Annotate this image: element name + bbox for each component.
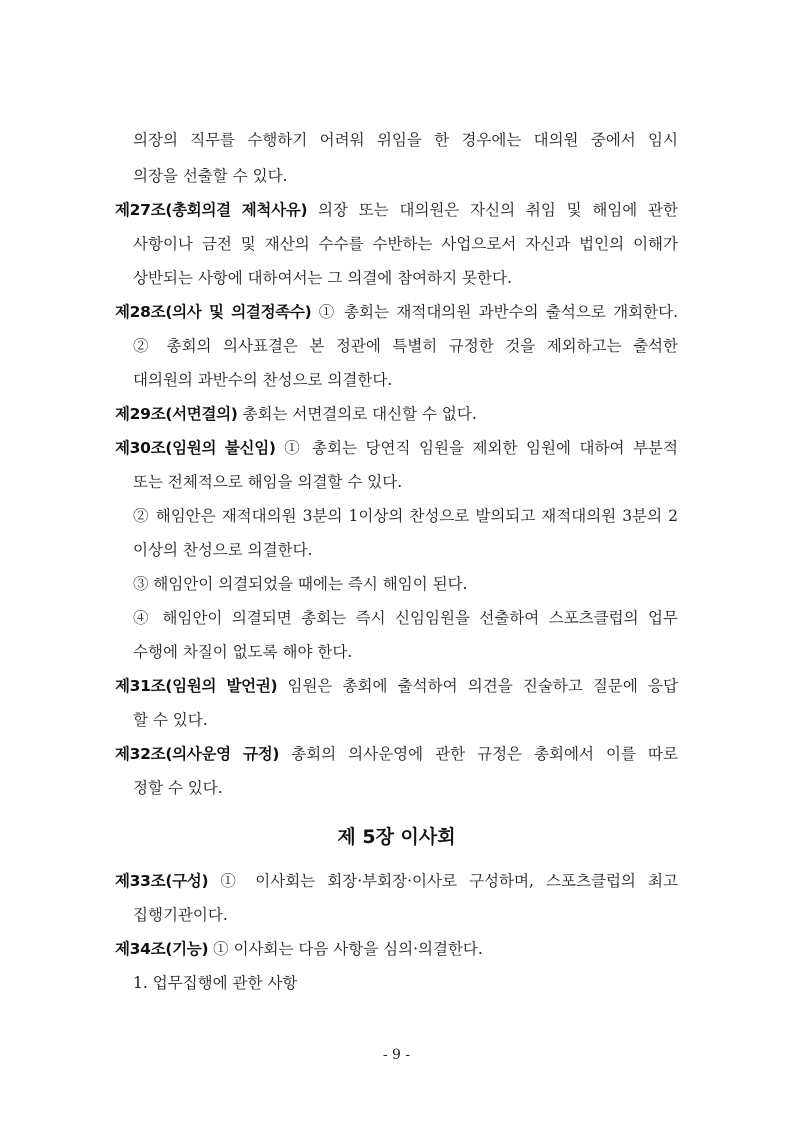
- text-line: 정할 수 있다.: [133, 779, 223, 797]
- article-30: 제30조(임원의 불신임) ① 총회는 당연직 임원을 제외한 임원에 대하여 부분적: [115, 439, 678, 457]
- text-line: 의장을 선출할 수 있다.: [133, 167, 288, 185]
- article-heading: 제33조(구성): [115, 872, 209, 890]
- article-29: 제29조(서면결의) 총회는 서면결의로 대신할 수 없다.: [115, 405, 477, 423]
- text-line: 상반되는 사항에 대하여서는 그 의결에 참여하지 못한다.: [133, 269, 512, 287]
- chapter-title: 제 5장 이사회: [337, 826, 456, 848]
- text-line: ③ 해임안이 의결되었을 때에는 즉시 해임이 된다.: [133, 575, 468, 593]
- text-line: 대의원의 과반수의 찬성으로 의결한다.: [133, 371, 393, 389]
- article-heading: 제31조(임원의 발언권): [115, 677, 278, 695]
- text-line: 의장의 직무를 수행하기 어려워 위임을 한 경우에는 대의원 중에서 임시: [133, 131, 678, 149]
- article-heading: 제32조(의사운영 규정): [115, 745, 280, 763]
- text-line: 수행에 차질이 없도록 해야 한다.: [133, 643, 353, 661]
- text-line: ④ 해임안이 의결되면 총회는 즉시 신임임원을 선출하여 스포츠클럽의 업무: [133, 609, 678, 627]
- article-31: 제31조(임원의 발언권) 임원은 총회에 출석하여 의견을 진술하고 질문에 응답: [115, 677, 678, 695]
- text-line: 집행기관이다.: [133, 906, 228, 924]
- article-32: 제32조(의사운영 규정) 총회의 의사운영에 관한 규정은 총회에서 이를 따로: [115, 745, 678, 763]
- article-34: 제34조(기능) ① 이사회는 다음 사항을 심의·의결한다.: [115, 940, 483, 958]
- article-heading: 제27조(총회의결 제척사유): [115, 201, 308, 219]
- article-heading: 제34조(기능): [115, 940, 209, 958]
- text-line: 사항이나 금전 및 재산의 수수를 수반하는 사업으로서 자신과 법인의 이해가: [133, 235, 678, 253]
- text-line: 또는 전체적으로 해임을 의결할 수 있다.: [133, 473, 403, 491]
- article-heading: 제28조(의사 및 의결정족수): [115, 303, 312, 321]
- text-line: ② 해임안은 재적대의원 3분의 1이상의 찬성으로 발의되고 재적대의원 3분의 2: [133, 507, 678, 525]
- article-28: 제28조(의사 및 의결정족수) ① 총회는 재적대의원 과반수의 출석으로 개회한다.: [115, 303, 678, 321]
- list-item: 1. 업무집행에 관한 사항: [133, 974, 298, 992]
- article-heading: 제30조(임원의 불신임): [115, 439, 276, 457]
- page-number: - 9 -: [382, 1047, 411, 1063]
- text-line: ② 총회의 의사표결은 본 정관에 특별히 규정한 것을 제외하고는 출석한: [133, 337, 678, 355]
- text-line: 이상의 찬성으로 의결한다.: [133, 541, 313, 559]
- article-heading: 제29조(서면결의): [115, 405, 238, 423]
- article-27: 제27조(총회의결 제척사유) 의장 또는 대의원은 자신의 취임 및 해임에 관한: [115, 201, 678, 219]
- text-line: 할 수 있다.: [133, 711, 208, 729]
- article-33: 제33조(구성) ① 이사회는 회장·부회장·이사로 구성하며, 스포츠클럽의 최고: [115, 872, 678, 890]
